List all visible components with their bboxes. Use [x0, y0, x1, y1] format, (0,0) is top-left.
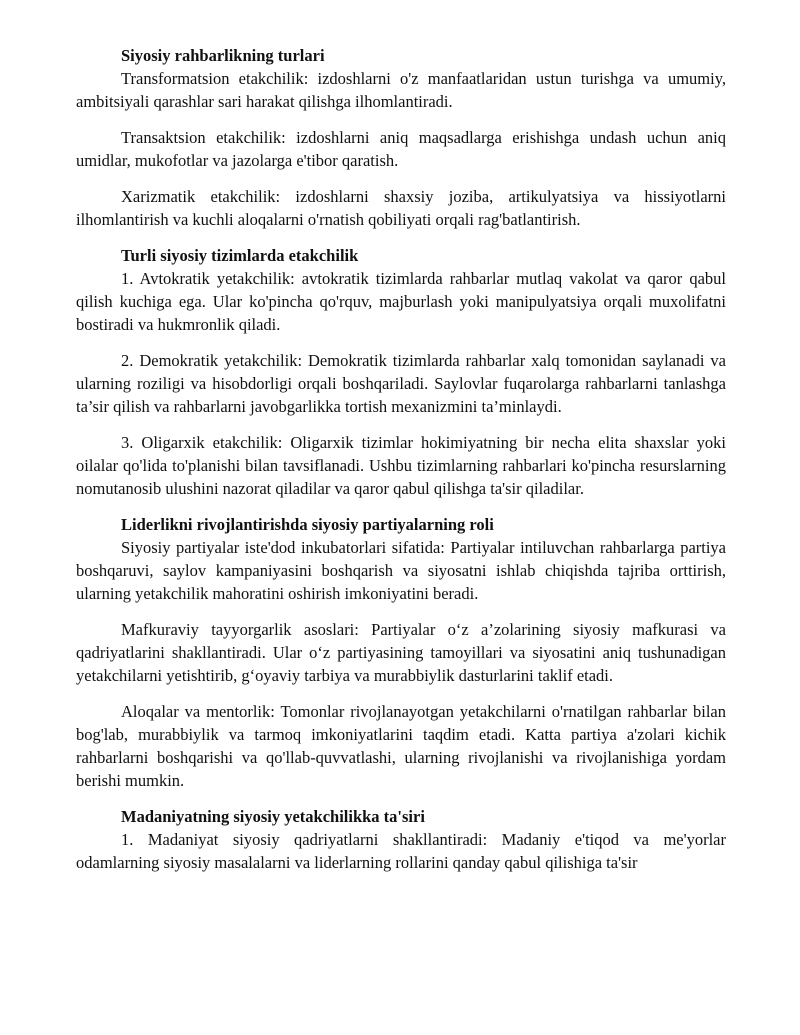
section-heading: Turli siyosiy tizimlarda etakchilik: [121, 246, 359, 265]
paragraph: Transformatsion etakchilik: izdoshlarni o'z manfaatlaridan ustun turishga va umumiy, ambitsiyali qarashlar sari harakat qilishga ilhomlantiradi.: [76, 69, 726, 111]
section-heading: Siyosiy rahbarlikning turlari: [121, 46, 325, 65]
paragraph: 2. Demokratik yetakchilik: Demokratik tizimlarda rahbarlar xalq tomonidan saylanadi va ularning roziligi va hisobdorligi orqali boshqariladi. Saylovlar fuqarolarga rahbarlarni tanlashga ta’sir qilish va rahbarlarni javobgarlikka tortish mexanizmini ta’minlaydi.: [76, 351, 726, 416]
section-leadership-types: [76, 44, 726, 231]
paragraph: Mafkuraviy tayyorgarlik asoslari: Partiyalar o‘z a’zolarining siyosiy mafkurasi va qadriyatlarini shakllantiradi. Ular o‘z partiyasining tamoyillari va siyosatini aniq tushunadigan yetakchilarni yetishtirib, g‘oyaviy tarbiya va murabbiylik dasturlarini taklif etadi.: [76, 620, 726, 685]
section-heading: Liderlikni rivojlantirishda siyosiy partiyalarning roli: [121, 515, 494, 534]
section-political-parties: [76, 513, 726, 792]
paragraph: 1. Avtokratik yetakchilik: avtokratik tizimlarda rahbarlar mutlaq vakolat va qaror qabul qilish kuchiga ega. Ular ko'pincha qo'rquv, majburlash yoki manipulyatsiya orqali muxolifatni bostiradi va hukmronlik qiladi.: [76, 269, 726, 334]
paragraph: Aloqalar va mentorlik: Tomonlar rivojlanayotgan yetakchilarni o'rnatilgan rahbarlar bilan bog'lab, murabbiylik va tarmoq imkoniyatlarini taqdim etadi. Katta partiya a'zolari kichik rahbarlarni boshqarishi va qo'llab-quvvatlashi, ularning rivojlanishi va rivojlanishiga yordam berishi mumkin.: [76, 702, 726, 790]
paragraph: Siyosiy partiyalar iste'dod inkubatorlari sifatida: Partiyalar intiluvchan rahbarlarga partiya boshqaruvi, saylov kampaniyasini boshqarish va siyosatni ishlab chiqishda tajriba orttirish, ularning yetakchilik mahoratini oshirish imkoniyatini beradi.: [76, 538, 726, 603]
paragraph: 3. Oligarxik etakchilik: Oligarxik tizimlar hokimiyatning bir necha elita shaxslar yoki oilalar qo'lida to'planishi bilan tavsiflanadi. Ushbu tizimlarning rahbarlari ko'pincha resurslarning nomutanosib ulushini nazorat qiladilar va qaror qabul qilishga ta'sir qiladilar.: [76, 433, 726, 498]
paragraph: Xarizmatik etakchilik: izdoshlarni shaxsiy joziba, artikulyatsiya va hissiyotlarni ilhomlantirish va kuchli aloqalarni o'rnatish qobiliyati orqali rag'batlantirish.: [76, 187, 726, 229]
paragraph: 1. Madaniyat siyosiy qadriyatlarni shakllantiradi: Madaniy e'tiqod va me'yorlar odamlarning siyosiy masalalarni va liderlarning rollarini qanday qabul qilishiga ta'sir: [76, 830, 726, 872]
section-culture-influence: [76, 805, 726, 874]
document-page: [76, 44, 726, 887]
paragraph: Transaktsion etakchilik: izdoshlarni aniq maqsadlarga erishishga undash uchun aniq umidlar, mukofotlar va jazolarga e'tibor qaratish.: [76, 128, 726, 170]
section-political-systems: [76, 244, 726, 500]
section-heading: Madaniyatning siyosiy yetakchilikka ta'siri: [121, 807, 425, 826]
